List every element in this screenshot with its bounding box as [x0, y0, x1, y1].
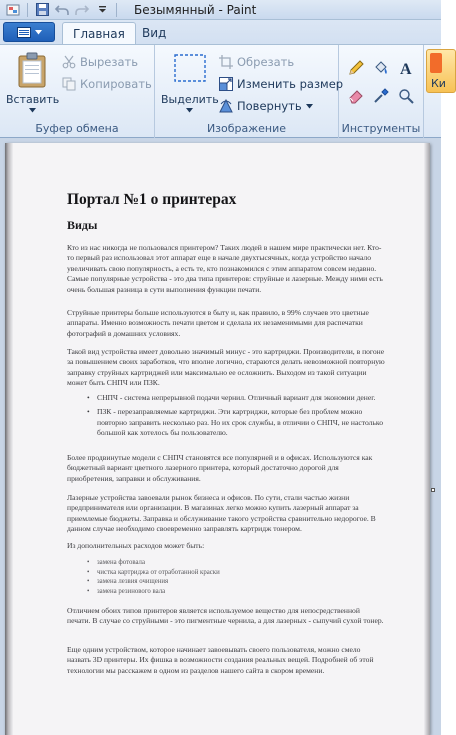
chevron-down-icon — [306, 104, 313, 109]
window-title: Безымянный - Paint — [134, 2, 257, 17]
copy-button[interactable]: Копировать — [62, 75, 152, 93]
svg-text:A: A — [400, 61, 412, 78]
scissors-icon — [62, 55, 76, 69]
undo-icon[interactable] — [53, 1, 71, 19]
bullet-list — [87, 558, 387, 596]
redo-icon[interactable] — [73, 1, 91, 19]
paragraph: Еще одним устройством, которое начинает завоевывать своего пользователя, можно смело назвать 3D принтеры. Их фишка в возможности создания реальных вещей. Подробней об этой технологии мы расскажем в одном из разделов нашего сайта в скором времени. — [67, 645, 374, 675]
tab-home[interactable]: Главная — [62, 22, 136, 44]
paragraph: Лазерные устройства завоевали рынок бизнеса и офисов. По сути, стали частью жизни предпринимателя или организации. В магазинах легко можно купить лазерный аппарат за приемлемые бюджеты. Заправка и обслуживание такого устройства сравнительно недорогое. В данном случае необходимо своевременно заправлять картридж тонером. — [67, 493, 376, 534]
tools-group-label: Инструменты — [341, 122, 421, 135]
list-item: • замена резинового вала — [87, 587, 387, 597]
list-item: • замена фотовала — [87, 558, 387, 568]
color-picker-icon[interactable] — [370, 85, 392, 107]
scanned-document — [5, 143, 430, 735]
rotate-icon — [219, 99, 233, 113]
chevron-down-icon — [186, 108, 193, 113]
chevron-down-icon — [35, 30, 42, 35]
canvas-image[interactable] — [5, 143, 430, 735]
chevron-down-icon — [29, 108, 36, 113]
list-item: • замена лезвия очищения — [87, 577, 387, 587]
paragraph: Из дополнительных расходов может быть: — [67, 541, 205, 550]
paragraph: Кто из нас никогда не пользовался принтером? Таких людей в нашем мире практически нет. Кто-то первый раз использовал этот аппарат еще в начале двухтысячных, когда устройство начало увеличивать свою популярность, а есть те, кто познакомился с этим аппаратом совсем недавно. Самые популярные устройства - это два типа принтеров: струйные и лазерные. Между ними есть очень большая разница в сути выполнения функции печати. — [67, 243, 383, 294]
resize-button[interactable]: Изменить размер — [219, 75, 343, 93]
resize-handle-right[interactable] — [431, 488, 435, 492]
canvas-area[interactable] — [0, 138, 441, 735]
list-item: • чистка картриджа от отработанной краски — [87, 568, 387, 578]
brushes-label: Ки — [431, 77, 446, 90]
quick-access-toolbar — [0, 0, 120, 20]
clipboard-group-label: Буфер обмена — [35, 122, 119, 135]
paragraph: Струйные принтеры больше используются в быту и, как правило, в 99% случаев это цветные аппараты. Именно возможность печати цветом и сделала их незаменимыми для распечатки фотографий в домашних условиях. — [67, 308, 369, 338]
select-button[interactable] — [161, 53, 219, 113]
magnifier-icon[interactable] — [395, 85, 417, 107]
qat-separator — [116, 3, 117, 17]
document-subtitle: Виды — [67, 218, 98, 232]
brush-icon — [430, 53, 442, 73]
copy-icon — [62, 77, 76, 91]
cut-button[interactable]: Вырезать — [62, 53, 138, 71]
paragraph: Такой вид устройства имеет довольно значимый минус - это картриджи. Производители, в погоне за повышением своих заработков, что вполне логично, стараются делать невозможной повторную заправку струйных картриджей или максимально ее осложнить. Выходом из такой ситуации может быть СНПЧ или ПЗК. — [67, 347, 385, 388]
text-icon[interactable] — [395, 57, 417, 79]
paragraph: Более продвинутые модели с СНПЧ становятся все популярней и в офисах. Используются как бюджетный вариант цветного лазерного принтера, который достаточно дорогой для приобретения, заправки и обслуживания. — [67, 453, 373, 483]
tab-view[interactable]: Вид — [142, 26, 167, 40]
document-title: Портал №1 о принтерах — [67, 191, 237, 208]
rotate-button[interactable]: Повернуть — [219, 97, 313, 115]
bullet-list — [87, 393, 387, 439]
qat-separator — [27, 3, 28, 17]
image-group-label: Изображение — [206, 122, 287, 135]
resize-icon — [219, 77, 233, 91]
pencil-icon[interactable] — [345, 57, 367, 79]
eraser-icon[interactable] — [345, 85, 367, 107]
paste-button[interactable] — [6, 51, 59, 113]
clipboard-group — [0, 45, 155, 138]
crop-icon — [219, 55, 233, 69]
paragraph: Отличием обоих типов принтеров является используемое вещество для непосредственной печати. В случае со струйными - это пигментные чернила, а для лазерных - сыпучий сухой тонер. — [67, 606, 384, 626]
fill-icon[interactable] — [370, 57, 392, 79]
crop-button[interactable]: Обрезать — [219, 53, 294, 71]
list-item: • ПЗК - перезаправляемые картриджи. Эти картриджи, которые без проблем можно повторно заправить несколько раз. Но их срок службы, в отличии о СНПЧ, не настолько большой как хотелось бы пользователю. — [87, 407, 387, 438]
tools-group — [339, 45, 424, 138]
list-item: • СНПЧ - система непрерывной подачи чернил. Отличный вариант для экономии денег. — [87, 393, 387, 403]
save-icon[interactable] — [33, 1, 51, 19]
menu-icon — [17, 27, 31, 38]
title-bar — [0, 0, 441, 20]
customize-qat-icon[interactable] — [93, 1, 111, 19]
paint-menu-button[interactable] — [3, 22, 55, 42]
clipboard-icon — [16, 51, 50, 89]
image-group — [155, 45, 344, 138]
select-label: Выделить — [161, 93, 219, 106]
brushes-button[interactable] — [426, 49, 456, 93]
select-rectangle-icon — [173, 53, 207, 83]
paste-label: Вставить — [6, 93, 60, 106]
ribbon — [0, 44, 446, 138]
app-icon[interactable] — [4, 1, 22, 19]
ribbon-tab-row — [0, 20, 441, 44]
